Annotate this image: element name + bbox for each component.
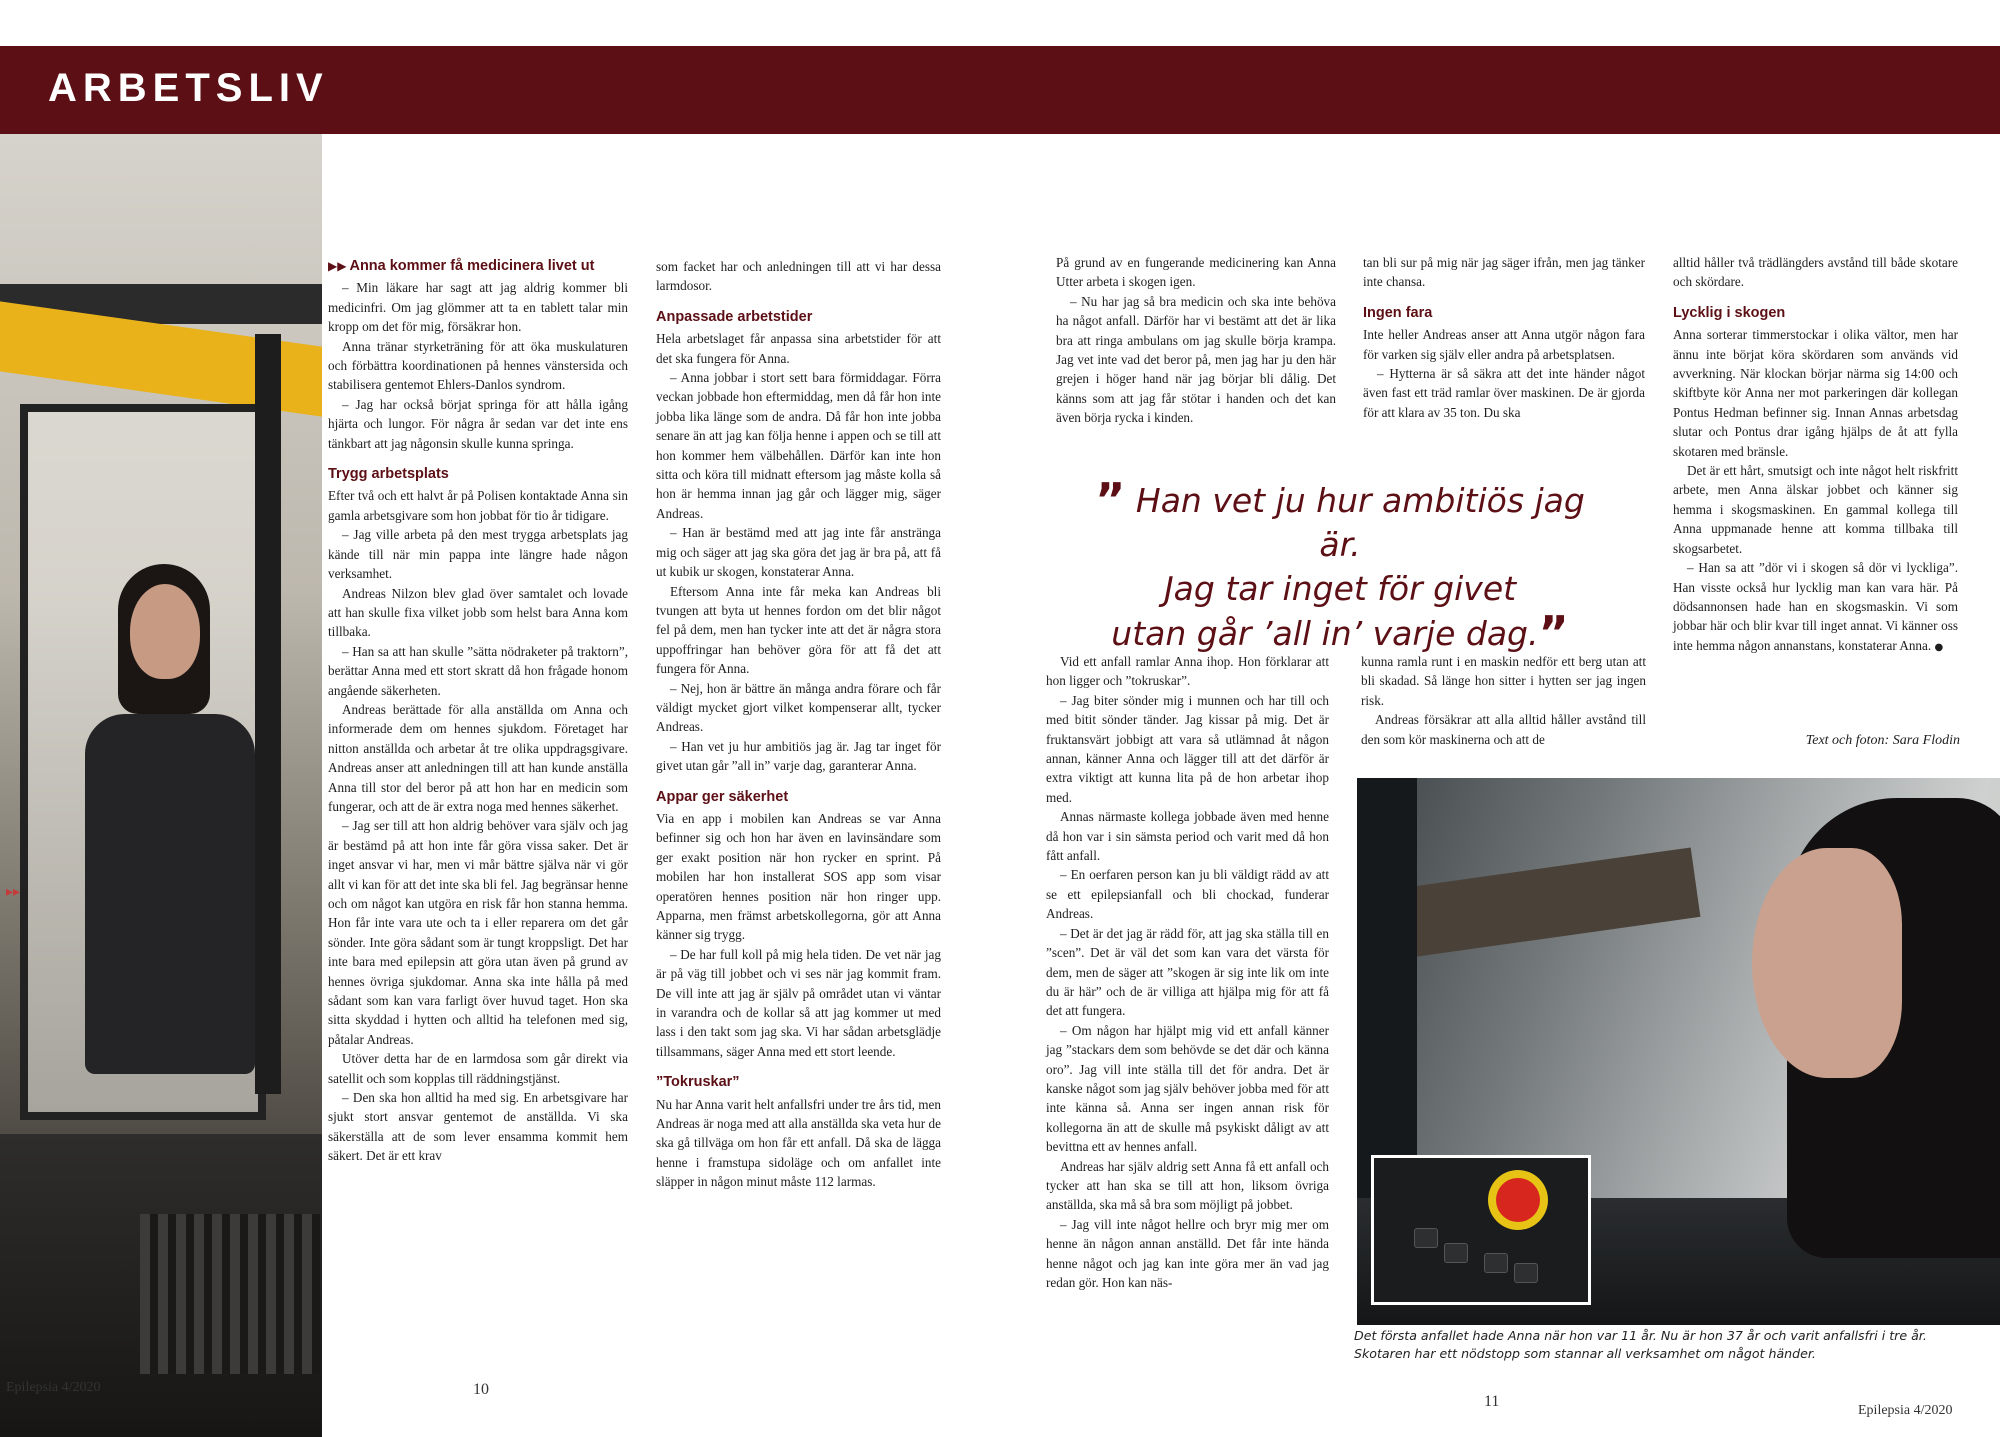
emergency-stop-icon xyxy=(1496,1178,1540,1222)
paragraph: Andreas berättade för alla anställda om Anna och informerade dem om hennes sjukdom. Företaget har nitton anställda och arbetar åt tre olika uppdragsgivare. Andreas anser att anledningen till att han kunde anställa Anna till stor del beror på att hon har en medicin som fungerar, och att de är extra noga med hennes säkerhet. xyxy=(328,701,628,814)
paragraph: – Hytterna är så säkra att det inte händer något även fast ett träd ramlar över maskinen. De är gjorda för att klara av 35 ton. Du ska xyxy=(1363,366,1645,420)
paragraph: – Jag ser till att hon aldrig behöver vara själv och jag är bestämd på att hon inte får göra vissa saker. Det är inget ansvar vi har, men vi mår bättre själva när vi gör allt vi kan för att det inte ska bli fel. Jag begränsar henne och om något kan utgöra en risk får hon stanna hemma. Hon får inte vara ute och ta i eller reparera om det går sönder. Inte göra sådant som är tungt kroppsligt. Det har inte bara med epilepsin att göra utan även på grund av hennes övriga sjukdomar. Anna ska inte hålla på med sådant som kan vara farligt över huvud taget. Hon ska sitta skyddad i hytten och alltid ha telefonen med sig, påtalar Andreas. xyxy=(328,818,628,1047)
page-number-right: 11 xyxy=(1484,1393,1500,1410)
paragraph: – Han sa att ”dör vi i skogen så dör vi lyckliga”. Han visste också hur lycklig man kan vara här. På dödsannonsen hade han en skogsmaskin. Vi som jobbar här och blir kvar till inget annat. Vi känner oss inte hemma någon annanstans, konstaterar Anna. ● xyxy=(1673,560,1958,653)
caption-line: Det första anfallet hade Anna när hon var 11 år. Nu är hon 37 år och varit anfallsfri i tre år. xyxy=(1354,1328,1927,1343)
paragraph: – De har full koll på mig hela tiden. De vet när jag är på väg till jobbet och vi ses när jag kommit fram. De vill inte att jag är själv på området utan vi väntar in varandra och de kollar så att jag kommer ut med lass i den takt som jag ska. Vi har sådan arbetsglädje tillsammans, säger Anna med ett stort leende. xyxy=(656,946,941,1059)
subheading: Appar ger säkerhet xyxy=(656,788,789,805)
photo-caption xyxy=(1354,1327,1994,1363)
subheading: ▶▶ Anna kommer få medicinera livet ut xyxy=(328,258,595,274)
article-column-3-bottom xyxy=(1046,652,1329,1292)
publication-footer-left: Epilepsia 4/2020 xyxy=(6,1380,101,1395)
paragraph: kunna ramla runt i en maskin nedför ett berg utan att bli skadad. Så länge hon sitter i hytten ser jag ingen risk. xyxy=(1361,654,1646,708)
article-column-2 xyxy=(656,257,941,1192)
arrow-marker-icon: ▸▸ xyxy=(6,884,21,900)
article-column-3-top xyxy=(1056,253,1336,428)
paragraph: Nu har Anna varit helt anfallsfri under tre års tid, men Andreas är noga med att alla anställda ska veta hur de ska gå tillväga om hon får ett anfall. Då ska de lägga henne i framstupa sidoläge och om anfallet inte släpper in någon minut måste 112 larmas. xyxy=(656,1096,941,1190)
pull-quote xyxy=(1080,473,1600,660)
paragraph: – Den ska hon alltid ha med sig. En arbetsgivare har sjukt stort ansvar gentemot de anställda. Vi ska säkerställa att de som lever ensamma kommit hem säkert. Det är ett krav xyxy=(328,1090,628,1164)
paragraph: – Jag biter sönder mig i munnen och har till och med bitit sönder tänder. Jag kissar på mig. Det är fruktansvärt jobbigt att vara så utlämnad åt någon annan, känner Anna och lägger till att det därför är extra viktigt att kunna lita på de hon arbetar ihop med. xyxy=(1046,692,1329,805)
paragraph: – Nu har jag så bra medicin och ska inte behöva ha något anfall. Därför har vi bestämt att det är lika bra att ringa ambulans om jag skulle börja krampa. Jag vet inte vad det beror på, men jag har ju den här grejen i höger hand när jag börjar bli dålig. Det känns som att jag får stötar i handen och det kan även börja rycka i kinden. xyxy=(1056,293,1336,426)
photo-emergency-stop-inset xyxy=(1371,1155,1591,1305)
paragraph: Eftersom Anna inte får meka kan Andreas bli tvungen att byta ut hennes fordon om det blir något fel på dem, men han tycker inte att det är några stora uppoffringar han behöver göra för att få det att fungera för Anna. xyxy=(656,583,941,677)
paragraph: Andreas Nilzon blev glad över samtalet och lovade att han skulle fixa vilket jobb som helst bara Anna kom tillbaka. xyxy=(328,585,628,640)
paragraph: Efter två och ett halvt år på Polisen kontaktade Anna sin gamla arbetsgivare som hon jobbat för tio år tidigare. xyxy=(328,488,628,523)
paragraph: Vid ett anfall ramlar Anna ihop. Hon förklarar att hon ligger och ”tokruskar”. xyxy=(1046,654,1329,689)
paragraph: Andreas har själv aldrig sett Anna få ett anfall och tycker att han ska se till att hon, liksom övriga anställda, ska må så bra som möjligt på jobbet. xyxy=(1046,1158,1329,1213)
pull-quote-line: Jag tar inget för givet xyxy=(1163,569,1517,608)
double-arrow-icon: ▶▶ xyxy=(328,259,347,273)
paragraph: – Jag ville arbeta på den mest trygga arbetsplats jag kände till när min pappa inte längre hade någon verksamhet. xyxy=(328,527,628,582)
quote-open-mark: ” xyxy=(1095,473,1126,527)
paragraph: – Det är det jag är rädd för, att jag ska ställa till en ”scen”. Det är väl det som kan vara det värsta för dem, men de säger att ”skogen är sig inte lik om inte du är här” och de är villiga att hjälpa mig för att få det att fungera. xyxy=(1046,925,1329,1019)
article-column-4-bottom xyxy=(1361,652,1646,749)
end-of-article-icon: ● xyxy=(1934,641,1944,653)
paragraph: som facket har och anledningen till att vi har dessa larmdosor. xyxy=(656,259,941,294)
paragraph: alltid håller två trädlängders avstånd till både skotare och skördare. xyxy=(1673,255,1958,290)
paragraph: – Han vet ju hur ambitiös jag är. Jag tar inget för givet utan går ”all in” varje dag, garanterar Anna. xyxy=(656,738,941,774)
publication-footer-right: Epilepsia 4/2020 xyxy=(1858,1403,1953,1418)
paragraph: Anna sorterar timmerstockar i olika vältor, men har ännu inte börjat köra skördaren som används vid avverkning. När klockan börjar närma sig 14:00 och skiftbyte kör Anna ner mot parkeringen där kollegan Pontus Hedman befinner sig. Innan Annas arbetsdag slutar och Pontus drar igång hjälps de åt att fylla skotaren med bränsle. xyxy=(1673,327,1958,459)
subheading: Trygg arbetsplats xyxy=(328,466,449,483)
caption-line: Skotaren har ett nödstopp som stannar all verksamhet om något händer. xyxy=(1354,1346,1816,1361)
pull-quote-line: utan går ’all in’ varje dag. xyxy=(1111,614,1539,653)
article-column-4-top xyxy=(1363,253,1645,422)
paragraph: Annas närmaste kollega jobbade även med henne då hon var i sin sämsta period och varit med då hon fått anfall. xyxy=(1046,809,1329,864)
paragraph: Utöver detta har de en larmdosa som går direkt via satellit och som kopplas till räddningstjänst. xyxy=(328,1051,628,1086)
paragraph: – Nej, hon är bättre än många andra förare och får väldigt mycket gjort vilket kompenserar allt, tycker Andreas. xyxy=(656,680,941,735)
paragraph: – Han är bestämd med att jag inte får anstränga mig och säger att jag ska göra det jag är bra på, att få ut kubik ur skogen, konstaterar Anna. xyxy=(656,525,941,580)
subheading: Lycklig i skogen xyxy=(1673,304,1786,321)
paragraph: – Min läkare har sagt att jag aldrig kommer bli medicinfri. Om jag glömmer att ta en tablett talar min kropp om det för mig, försäkrar hon. xyxy=(328,280,628,335)
paragraph: – Han sa att han skulle ”sätta nödraketer på traktorn”, berättar Anna med ett stort skratt då hon frågade honom angående säkerheten. xyxy=(328,643,628,698)
paragraph: tan bli sur på mig när jag säger ifrån, men jag tänker inte chansa. xyxy=(1363,255,1645,290)
byline: Text och foton: Sara Flodin xyxy=(1805,733,1960,748)
paragraph: På grund av en fungerande medicinering kan Anna Utter arbeta i skogen igen. xyxy=(1056,255,1336,290)
paragraph: Via en app i mobilen kan Andreas se var Anna befinner sig och hon har även en lavinsändare som ger exakt position när hon rycker en sprint. På mobilen har hon installerat SOS app som visar operatören hennes position när hon ringer upp. Apparna, men främst arbetskollegorna, gör att Anna känner sig trygg. xyxy=(656,810,941,943)
quote-close-mark: ” xyxy=(1538,606,1569,660)
page-number-left: 10 xyxy=(473,1381,489,1398)
subheading: Anpassade arbetstider xyxy=(656,308,813,325)
section-title: ARBETSLIV xyxy=(48,66,329,110)
paragraph: Anna tränar styrketräning för att öka muskulaturen och förbättra koordinationen på hennes vänstersida och stabilisera gentemot Ehlers-Danlos syndrom. xyxy=(328,338,628,393)
paragraph: – Jag vill inte något hellre och bryr mig mer om henne än någon annan anställd. Det får inte hända henne något och jag kan inte göra mer än vad jag redan gör. Hon kan näs- xyxy=(1046,1216,1329,1290)
pull-quote-line: Han vet ju hur ambitiös jag är. xyxy=(1135,481,1585,564)
paragraph: Inte heller Andreas anser att Anna utgör någon fara för varken sig själv eller andra på arbetsplatsen. xyxy=(1363,327,1645,362)
paragraph: – Om någon har hjälpt mig vid ett anfall känner jag ”stackars dem som behövde se det där och känna oro”. Jag vill inte ställa till det för andra. Det är kanske något som jag själv behöver jobba med för att inte känna så. Anna ser ingen annan risk för kollegorna än att de skulle må psykiskt dåligt av att bevittna ett av hennes anfall. xyxy=(1046,1022,1329,1155)
paragraph: Det är ett hårt, smutsigt och inte något helt riskfritt arbete, men Anna älskar jobbet och känner sig hemma i skogsmaskinen. En gammal kollega till Anna uppmanade henne att komma tillbaka till skogsarbetet. xyxy=(1673,463,1958,556)
paragraph: – En oerfaren person kan ju bli väldigt rädd av att se ett epilepsianfall och bli chockad, funderar Andreas. xyxy=(1046,867,1329,922)
paragraph: – Anna jobbar i stort sett bara förmiddagar. Förra veckan jobbade hon eftermiddag, men då får hon inte jobba lika länge som de andra. Då får hon inte jobba senare än att jag kan följa henne i appen och se till att hon kommer hem välbehållen. Därför kan inte hon sitta och köra till midnatt eftersom jag måste kolla så hon är hemma innan jag går och lägger mig, säger Andreas. xyxy=(656,370,941,521)
paragraph: Andreas försäkrar att alla alltid håller avstånd till den som kör maskinerna och att de xyxy=(1361,712,1646,747)
article-column-5 xyxy=(1673,253,1958,657)
subheading: Ingen fara xyxy=(1363,304,1433,321)
photo-forestry-operator-in-cab xyxy=(0,134,322,1437)
paragraph: – Jag har också börjat springa för att hålla igång hjärta och lungor. För några år sedan var det inte ens tänkbart att jag någonsin skulle kunna springa. xyxy=(328,396,628,451)
article-column-1 xyxy=(328,257,628,1166)
paragraph: Hela arbetslaget får anpassa sina arbetstider för att det ska fungera för Anna. xyxy=(656,331,941,366)
subheading: ”Tokruskar” xyxy=(656,1074,740,1091)
